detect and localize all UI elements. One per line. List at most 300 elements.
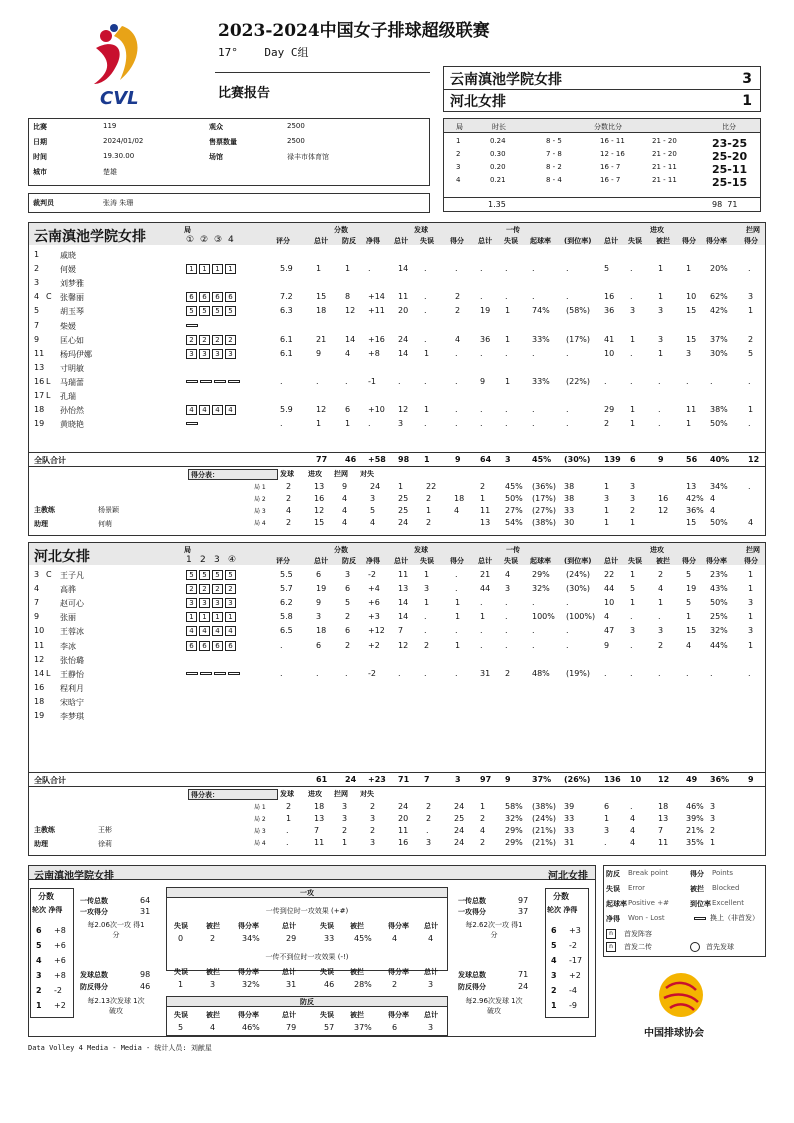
col-head: 总计 (478, 557, 492, 565)
set-stat-cell: 15 (314, 518, 325, 527)
player-sp: . (455, 626, 458, 636)
player-re: . (505, 640, 508, 650)
rotation-box: 1 (186, 612, 197, 622)
rotation-marker-icon: ③ (214, 235, 223, 245)
rot-num: 4 (36, 956, 42, 965)
player-rc: . (480, 598, 483, 608)
rotation-box: 3 (212, 598, 223, 608)
rot-val: +2 (569, 971, 581, 980)
player-sp: 1 (455, 640, 461, 650)
col-head: 失误 (420, 557, 434, 565)
set-stat-cell: 12 (314, 506, 325, 515)
set-stat-cell: 7 (658, 826, 664, 835)
center-head: 被拦 (206, 1011, 220, 1019)
player-bp: . (345, 668, 348, 678)
center-val: 2 (392, 980, 398, 989)
info-cell: 119 (103, 122, 117, 130)
player-sp: . (455, 405, 458, 415)
player-blk: 5 (748, 348, 754, 358)
player-rexc: . (566, 348, 569, 358)
legend-key: 净得 (606, 915, 620, 923)
center-val: 45% (354, 934, 372, 943)
player-re: . (505, 598, 508, 608)
set-stat-cell: 39 (564, 802, 575, 811)
rotation-box: 6 (186, 292, 197, 302)
player-pt: 19 (316, 584, 327, 594)
assoc-name: 中国排球协会 (644, 1028, 704, 1039)
total-cell: 56 (686, 455, 698, 464)
player-rc: 31 (480, 668, 491, 678)
team2-name: 河北女排 (34, 549, 90, 565)
group-head: 进攻 (650, 546, 664, 554)
player-apct: 44% (710, 640, 728, 650)
col-head: 得分 (682, 237, 696, 245)
player-at: 22 (604, 570, 615, 579)
rotation-boxes (186, 570, 238, 580)
rotation-marker-icon: 3 (214, 555, 220, 565)
starter-icon: n (606, 929, 616, 939)
col-head: 总计 (314, 237, 328, 245)
player-pm: +16 (368, 334, 385, 344)
set-stat-cell: 11 (314, 838, 325, 847)
rotation-box: 1 (225, 612, 236, 622)
rot-val: +3 (569, 926, 581, 935)
rot-val: -4 (569, 986, 577, 995)
player-name: 戚晓 (60, 251, 76, 260)
col-head: 总计 (604, 557, 618, 565)
player-ae: 1 (630, 419, 636, 429)
player-name: 李梦琪 (60, 712, 84, 721)
player-rexc: (30%) (566, 584, 591, 594)
info-cell: 城市 (33, 168, 47, 176)
center-head: 被拦 (206, 968, 220, 976)
set-cell: 7 - 8 (546, 150, 562, 158)
rotation-marker-icon: 4 (228, 235, 234, 245)
player-at: 47 (604, 626, 615, 636)
player-sp: 1 (455, 612, 461, 622)
set-stat-cell: (24%) (532, 814, 557, 823)
rotation-box: 6 (225, 641, 236, 651)
rotation-box: 3 (186, 598, 197, 608)
assoc-logo (656, 970, 706, 1020)
set-stat-cell: 3 (370, 838, 376, 847)
player-rating: 5.8 (280, 612, 293, 622)
player-sp: . (455, 419, 458, 429)
player-rating: 6.1 (280, 334, 293, 344)
player-se: . (424, 334, 427, 344)
player-sp: 1 (455, 598, 461, 608)
fen-label: 分数 (553, 892, 569, 901)
player-ae: 1 (630, 334, 636, 344)
player-name: 王子凡 (60, 571, 84, 580)
rotation-box: 6 (186, 641, 197, 651)
group-head: 一传 (506, 226, 520, 234)
player-bp: 3 (345, 570, 351, 579)
set-stat-cell: 2 (286, 518, 292, 527)
rotation-boxes (186, 321, 200, 330)
legend-key: 得分 (690, 870, 704, 878)
center-val: 31 (286, 980, 297, 989)
player-sv: . (398, 376, 401, 386)
legend-key: 防反 (606, 870, 620, 878)
player-pt: 9 (316, 598, 322, 608)
set-stat-cell: 2 (480, 482, 486, 491)
rotation-boxes (186, 584, 238, 594)
player-ap: 4 (686, 640, 692, 650)
player-rating: 6.5 (280, 626, 293, 636)
info-cell: 场馆 (209, 153, 223, 161)
set-stat-cell: 1 (604, 506, 610, 515)
player-rexc: . (566, 419, 569, 429)
set-cell: 21 - 11 (652, 176, 677, 184)
assistant-name: 徐莉 (98, 840, 112, 848)
rotation-box: 2 (212, 584, 223, 594)
rotation-box: 5 (186, 306, 197, 316)
player-rpos: . (532, 598, 535, 608)
center-head: 得分率 (238, 968, 259, 976)
total-cell: 40% (710, 455, 730, 464)
set-stat-cell: 4 (710, 506, 716, 515)
total-cell: 49 (686, 775, 698, 784)
rotation-box: 4 (212, 405, 223, 415)
center-head: 得分率 (388, 1011, 409, 1019)
rotation-boxes (186, 264, 238, 274)
group-head: 局 (184, 546, 191, 554)
col-head: 被拦 (656, 557, 670, 565)
sv-note: 每2.13次发球 1次破攻 (87, 997, 145, 1015)
player-rpos: 33% (532, 334, 550, 344)
player-cap: C (46, 292, 52, 302)
total-cell: 3 (505, 455, 511, 464)
rot-val: -9 (569, 1001, 577, 1010)
col-head: 总计 (314, 557, 328, 565)
set-cell: 12 - 16 (600, 150, 625, 158)
player-sp: 2 (455, 306, 461, 316)
player-sp: . (455, 570, 458, 579)
player-bp: 2 (345, 640, 351, 650)
set-stat-cell: 15 (686, 518, 697, 527)
center-head: 被拦 (350, 1011, 364, 1019)
player-bp: 2 (345, 612, 351, 622)
player-num: 16 (34, 376, 45, 386)
legend-desc: Blocked (712, 884, 740, 892)
info-cell: 比赛 (33, 123, 47, 131)
player-apct: 50% (710, 598, 728, 608)
rotation-boxes (186, 641, 238, 651)
player-rating: . (280, 668, 283, 678)
player-ab: 2 (658, 640, 664, 650)
player-num: 3 (34, 278, 40, 288)
info-cell: 禄丰市体育馆 (287, 153, 329, 161)
player-cap: L (46, 376, 51, 386)
player-name: 高骅 (60, 585, 76, 595)
player-ae: 1 (630, 405, 636, 415)
center-val: 3 (428, 1023, 434, 1032)
player-blk: 1 (748, 584, 754, 594)
player-pm: +14 (368, 292, 385, 302)
player-rexc: . (566, 264, 569, 274)
team2-table (28, 542, 766, 856)
rot-num: 1 (551, 1001, 557, 1010)
center-head: 得分率 (238, 1011, 259, 1019)
sv-value: 98 (140, 970, 151, 979)
legend-desc: Break point (628, 869, 669, 877)
set-stat-cell: 25 (398, 494, 409, 503)
set-stat-cell: 20 (398, 814, 409, 823)
info-cell: 日期 (33, 138, 47, 146)
set-stat-cell: 31 (564, 838, 575, 847)
player-blk: 3 (748, 598, 754, 608)
set-stat-cell: 30 (564, 518, 575, 527)
set-stat-cell: 2 (426, 518, 432, 527)
player-bp: 6 (345, 626, 351, 636)
player-ae: . (630, 292, 633, 302)
set-stat-cell: 2 (370, 802, 376, 811)
total-cell: 12 (658, 775, 670, 784)
total-cell: 77 (316, 455, 328, 464)
sets-h-set: 局 (456, 123, 463, 131)
player-rc: 44 (480, 584, 491, 594)
player-rpos: 29% (532, 570, 550, 579)
rotation-box: 1 (199, 612, 210, 622)
set-stat-cell: 22 (426, 482, 437, 491)
rotation-marker-icon: ① (186, 235, 195, 245)
set-cell: 3 (456, 163, 461, 171)
set-stat-cell: 24 (454, 802, 465, 811)
rotation-boxes (186, 669, 242, 678)
player-pt: 9 (316, 348, 322, 358)
set-stat-cell: 2 (370, 826, 376, 835)
center-head: 失误 (320, 922, 334, 930)
center-head: 得分率 (238, 922, 259, 930)
player-pm: +12 (368, 626, 385, 636)
player-se: 1 (424, 598, 430, 608)
rec-value: 64 (140, 896, 151, 905)
player-ae: 3 (630, 306, 636, 316)
player-rpos: 100% (532, 612, 555, 622)
center-val: 3 (428, 980, 434, 989)
set-stat-cell: 2 (286, 494, 292, 503)
player-sv: 3 (398, 419, 404, 429)
player-ab: 1 (658, 292, 664, 302)
col-head: 失误 (504, 557, 518, 565)
rec-note: 每2.62次一攻 得1分 (465, 921, 523, 939)
set-stat-cell: 局 3 (254, 508, 266, 515)
player-sv: 14 (398, 348, 409, 358)
player-blk: 1 (748, 405, 754, 415)
set-cell: 21 - 20 (652, 137, 677, 145)
score-table-label: 得分表： (188, 789, 278, 800)
player-re: . (505, 292, 508, 302)
player-num: 13 (34, 362, 45, 372)
coach-label: 主教练 (34, 826, 55, 834)
set-stat-cell: 13 (658, 814, 669, 823)
player-blk: 1 (748, 570, 754, 579)
set-cell: 23-25 (712, 137, 748, 150)
player-rpos: . (532, 405, 535, 415)
info-cell: 时间 (33, 153, 47, 161)
set-cell: 16 - 11 (600, 137, 625, 145)
set-stat-cell: (38%) (532, 518, 557, 527)
player-rating: 6.3 (280, 306, 293, 316)
rotation-boxes (186, 626, 238, 636)
player-rating: 6.1 (280, 348, 293, 358)
sets-total-time: 1.35 (488, 200, 506, 209)
rotation-box: 3 (199, 598, 210, 608)
player-blk: 3 (748, 292, 754, 302)
player-rc: 36 (480, 334, 491, 344)
set-stat-cell: 33 (564, 814, 575, 823)
set-stat-cell: 2 (426, 814, 432, 823)
player-sv: 12 (398, 640, 409, 650)
total-cell: +58 (368, 455, 386, 464)
set-stat-cell: 2 (426, 802, 432, 811)
player-ab: 3 (658, 334, 664, 344)
legend-key: 被拦 (690, 885, 704, 893)
player-re: . (505, 626, 508, 636)
rotation-boxes (186, 405, 238, 415)
player-bp: 5 (345, 598, 351, 608)
rot-val: +6 (54, 956, 66, 965)
player-cap: L (46, 668, 51, 678)
center-head: 总计 (424, 968, 438, 976)
rotation-box: 1 (212, 612, 223, 622)
center-head: 总计 (424, 1011, 438, 1019)
player-num: 9 (34, 612, 40, 622)
player-re: 3 (505, 584, 511, 594)
player-rc: 1 (480, 612, 486, 622)
player-ab: 3 (658, 626, 664, 636)
center-val: 79 (286, 1023, 297, 1032)
center-head: 失误 (174, 968, 188, 976)
rot-num: 1 (36, 1001, 42, 1010)
total-cell: 9 (748, 775, 754, 784)
player-rpos: 32% (532, 584, 550, 594)
player-blk: 1 (748, 612, 754, 622)
rotation-box: 5 (212, 306, 223, 316)
center-val: 3 (210, 980, 216, 989)
player-at: 4 (604, 612, 610, 622)
player-re: . (505, 405, 508, 415)
player-apct: 32% (710, 626, 728, 636)
rotation-box: 3 (199, 349, 210, 359)
player-blk: . (748, 376, 751, 386)
player-sv: 11 (398, 292, 409, 302)
player-num: 7 (34, 320, 40, 330)
rotation-box: 3 (225, 349, 236, 359)
rotation-boxes (186, 306, 238, 316)
player-re: 1 (505, 334, 511, 344)
set-stat-cell: 4 (342, 506, 348, 515)
center-val: 46 (324, 980, 335, 989)
set-stat-cell: 12 (658, 506, 669, 515)
player-ap: 15 (686, 334, 697, 344)
first-attack-good: 一传到位时一攻效果 (+#) (265, 907, 349, 915)
score-box (443, 66, 761, 112)
player-bp: 1 (345, 419, 351, 429)
center-val: 0 (178, 934, 184, 943)
player-cap: L (46, 391, 51, 400)
set-cell: 8 - 4 (546, 176, 562, 184)
total-cell: 98 (398, 455, 410, 464)
set-stat-cell: 4 (710, 494, 716, 503)
sets-box (443, 118, 761, 212)
player-num: 19 (34, 419, 45, 429)
sub-marker-icon (694, 917, 706, 920)
set-stat-cell: 13 (314, 814, 325, 823)
set-stat-cell: 4 (480, 826, 486, 835)
center-val: 34% (242, 934, 260, 943)
set-stat-cell: 2 (710, 826, 716, 835)
set-cell: 25-11 (712, 163, 748, 176)
center-head: 总计 (424, 922, 438, 930)
player-pt: 3 (316, 612, 322, 622)
player-num: 12 (34, 654, 45, 664)
info-cell: 2024/01/02 (103, 137, 144, 145)
player-re: 1 (505, 376, 511, 386)
player-ap: 5 (686, 570, 692, 579)
rot-num: 6 (551, 926, 557, 935)
player-rexc: . (566, 626, 569, 636)
set-stat-cell: 4 (630, 838, 636, 847)
rotation-box: 2 (225, 335, 236, 345)
player-sp: . (455, 376, 458, 386)
first-attack-bad: 一传不到位时一攻效果 (-!) (265, 953, 349, 961)
player-sv: 13 (398, 584, 409, 594)
player-rexc: . (566, 405, 569, 415)
set-stat-cell: 29% (505, 826, 523, 835)
player-rexc: . (566, 292, 569, 302)
rotation-box: 5 (225, 306, 236, 316)
player-pm: +8 (368, 348, 380, 358)
group-head: 进攻 (650, 226, 664, 234)
col-head: 被拦 (656, 237, 670, 245)
group-head: 发球 (414, 226, 428, 234)
set-stat-cell: 3 (604, 826, 610, 835)
player-se: . (424, 668, 427, 678)
player-bp: 12 (345, 306, 356, 316)
player-at: 36 (604, 306, 615, 316)
set-stat-cell: 局 2 (254, 496, 266, 503)
player-at: 29 (604, 405, 615, 415)
player-sv: 7 (398, 626, 404, 636)
set-stat-cell: 18 (454, 494, 465, 503)
player-num: 17 (34, 391, 45, 400)
player-num: 5 (34, 306, 40, 316)
player-apct: . (710, 668, 713, 678)
player-pt: 1 (316, 419, 322, 429)
rotation-boxes (186, 349, 238, 359)
player-pt: . (316, 668, 319, 678)
player-num: 4 (34, 292, 40, 302)
day-label: 17° Day C组 (218, 46, 309, 59)
set-stat-cell: 3 (630, 494, 636, 503)
player-apct: 43% (710, 584, 728, 594)
group-head: 一传 (506, 546, 520, 554)
center-head: 总计 (282, 968, 296, 976)
player-pt: 18 (316, 626, 327, 636)
team1-name: 云南滇池学院女排 (34, 229, 146, 245)
set-cell: 21 - 20 (652, 150, 677, 158)
rec-label: 一攻得分 (458, 908, 486, 916)
player-name: 张丽 (60, 613, 76, 623)
info-cell: 楚雄 (103, 168, 117, 176)
player-ae: 1 (630, 598, 636, 608)
player-at: 5 (604, 264, 610, 274)
center-val: 5 (178, 1023, 184, 1032)
info-cell: 2500 (287, 122, 305, 130)
player-rexc: . (566, 640, 569, 650)
